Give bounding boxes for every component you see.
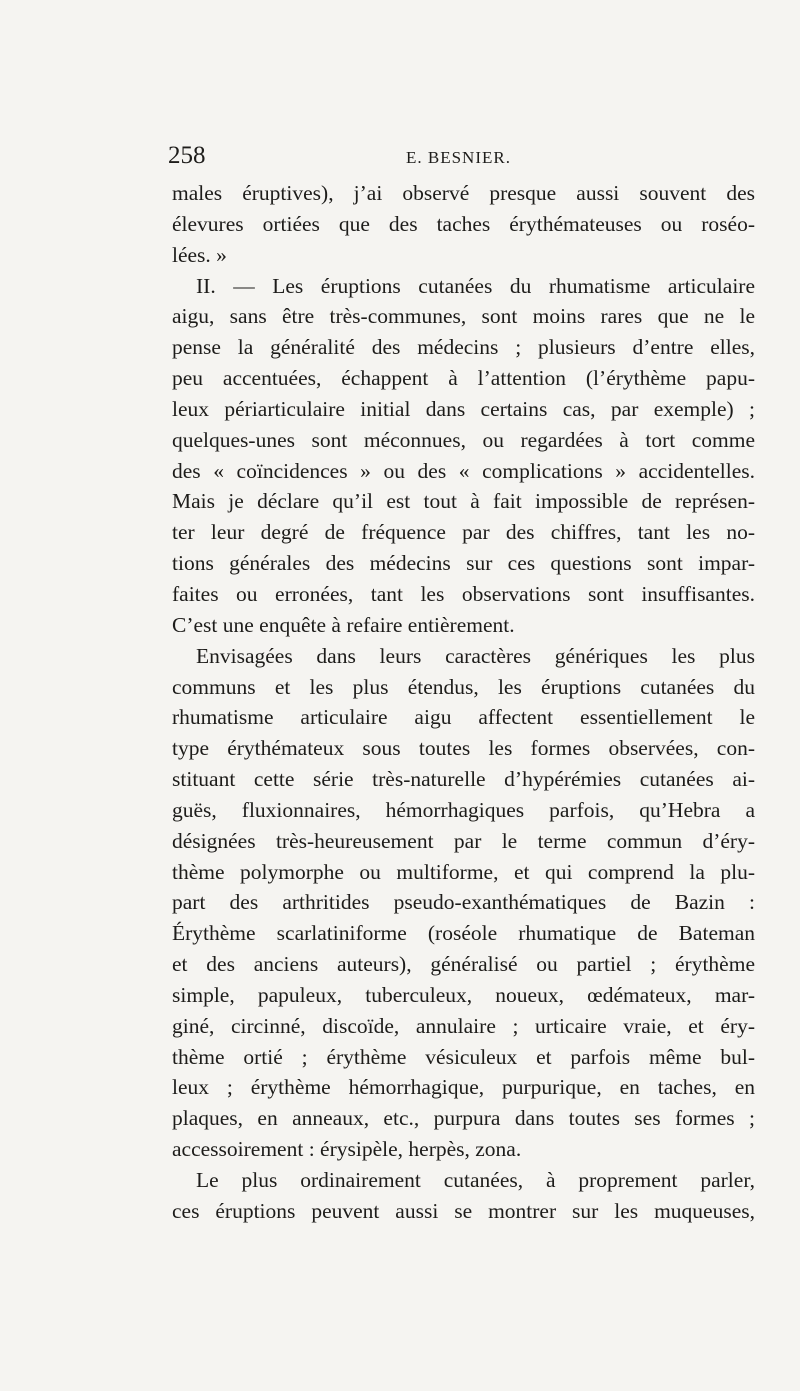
page-number: 258	[168, 142, 206, 169]
text-line: leux périarticulaire initial dans certains cas, par exemple) ;	[172, 396, 755, 421]
paragraph-start-line: II. — Les éruptions cutanées du rhumatisme articulaire	[196, 273, 755, 298]
text-line: thème polymorphe ou multiforme, et qui comprend la plu-	[172, 859, 755, 884]
text-line: accessoirement : érysipèle, herpès, zona.	[172, 1137, 522, 1162]
text-line: rhumatisme articulaire aigu affectent essentiellement le	[172, 705, 755, 730]
text-line: peu accentuées, échappent à l’attention (l’érythème papu-	[172, 366, 755, 391]
text-line: des « coïncidences » ou des « complications » accidentelles.	[172, 458, 755, 483]
text-line: guës, fluxionnaires, hémorrhagiques parfois, qu’Hebra a	[172, 797, 755, 822]
text-line: quelques-unes sont méconnues, ou regardées à tort comme	[172, 427, 755, 452]
text-line: type érythémateux sous toutes les formes observées, con-	[172, 736, 755, 761]
text-line: ter leur degré de fréquence par des chiffres, tant les no-	[172, 520, 755, 545]
text-line: élevures ortiées que des taches érythémateuses ou roséo-	[172, 211, 755, 236]
text-line: stituant cette série très-naturelle d’hypérémies cutanées ai-	[172, 767, 755, 792]
text-line: tions générales des médecins sur ces questions sont impar-	[172, 551, 755, 576]
text-line: Mais je déclare qu’il est tout à fait impossible de représen-	[172, 489, 755, 514]
page-header	[168, 142, 753, 172]
text-line: giné, circinné, discoïde, annulaire ; urticaire vraie, et éry-	[172, 1013, 755, 1038]
text-line: leux ; érythème hémorrhagique, purpurique, en taches, en	[172, 1075, 755, 1100]
text-line: part des arthritides pseudo-exanthématiques de Bazin :	[172, 890, 755, 915]
paragraph-start-line: Le plus ordinairement cutanées, à proprement parler,	[196, 1168, 755, 1192]
text-line: ces éruptions peuvent aussi se montrer sur les muqueuses,	[172, 1198, 755, 1223]
text-line: faites ou erronées, tant les observations sont insuffisantes.	[172, 581, 755, 606]
text-line: lées. »	[172, 242, 227, 267]
text-line: et des anciens auteurs), généralisé ou partiel ; érythème	[172, 952, 755, 977]
text-line: pense la généralité des médecins ; plusieurs d’entre elles,	[172, 335, 755, 360]
text-line: plaques, en anneaux, etc., purpura dans toutes ses formes ;	[172, 1106, 755, 1131]
text-line: simple, papuleux, tuberculeux, noueux, œdémateux, mar-	[172, 982, 755, 1007]
text-line: communs et les plus étendus, les éruptions cutanées du	[172, 674, 755, 699]
running-head: E. BESNIER.	[406, 148, 511, 167]
text-line: Érythème scarlatiniforme (roséole rhumatique de Bateman	[172, 921, 755, 946]
body-text	[172, 178, 755, 1227]
text-line: aigu, sans être très-communes, sont moins rares que ne le	[172, 304, 755, 329]
paragraph-start-line: Envisagées dans leurs caractères génériques les plus	[196, 643, 755, 668]
text-line: désignées très-heureusement par le terme commun d’éry-	[172, 828, 755, 853]
text-line: thème ortié ; érythème vésiculeux et parfois même bul-	[172, 1044, 755, 1069]
text-line: C’est une enquête à refaire entièrement.	[172, 612, 515, 637]
text-line: males éruptives), j’ai observé presque aussi souvent des	[172, 181, 755, 205]
